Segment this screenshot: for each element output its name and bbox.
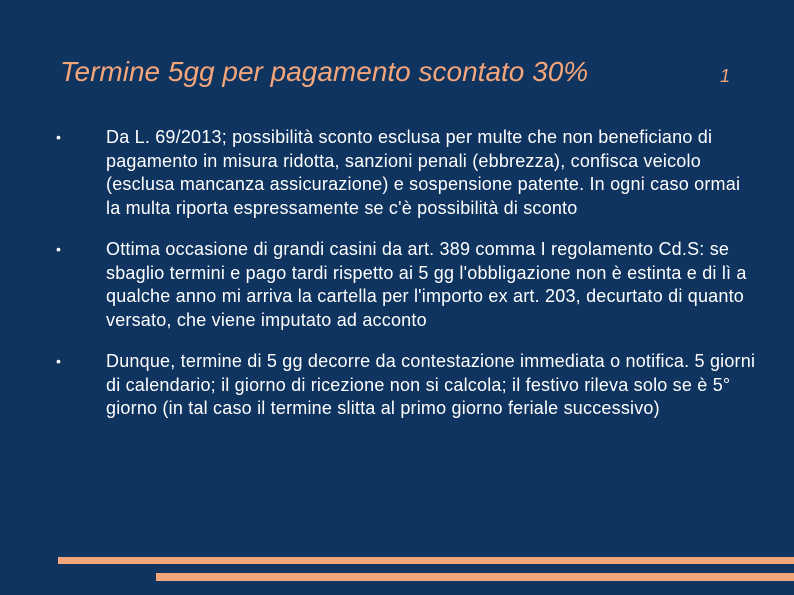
bullet-text: Da L. 69/2013; possibilità sconto esclusa per multe che non beneficiano di pagamento in misura ridotta, sanzioni penali (ebbrezza), confisca veicolo (esclusa mancanza assicurazione) e sospensione patente. In ogni caso ormai la multa riporta espressamente se c'è possibilità di sconto xyxy=(106,127,741,218)
bullet-list xyxy=(56,126,756,439)
bullet-text: Dunque, termine di 5 gg decorre da contestazione immediata o notifica. 5 giorni di calendario; il giorno di ricezione non si calcola; il festivo rileva solo se è 5° giorno (in tal caso il termine slitta al primo giorno feriale successivo) xyxy=(106,351,756,418)
bullet-text: Ottima occasione di grandi casini da art. 389 comma I regolamento Cd.S: se sbaglio termini e pago tardi rispetto ai 5 gg l'obbligazione non è estinta e di lì a qualche anno mi arriva la cartella per l'importo ex art. 203, decurtato di quanto versato, che viene imputato ad acconto xyxy=(106,239,747,330)
bullet-dot-icon: • xyxy=(56,353,62,369)
decorative-bar-top xyxy=(58,557,794,564)
slide-title: Termine 5gg per pagamento scontato 30% xyxy=(60,56,589,87)
bullet-item xyxy=(56,350,756,421)
bullet-item xyxy=(56,238,756,332)
slide-title-number: 1 xyxy=(720,66,731,86)
decorative-bar-bottom xyxy=(156,573,794,581)
bullet-item xyxy=(56,126,756,220)
bullet-dot-icon: • xyxy=(56,241,62,257)
bullet-dot-icon: • xyxy=(56,129,62,145)
